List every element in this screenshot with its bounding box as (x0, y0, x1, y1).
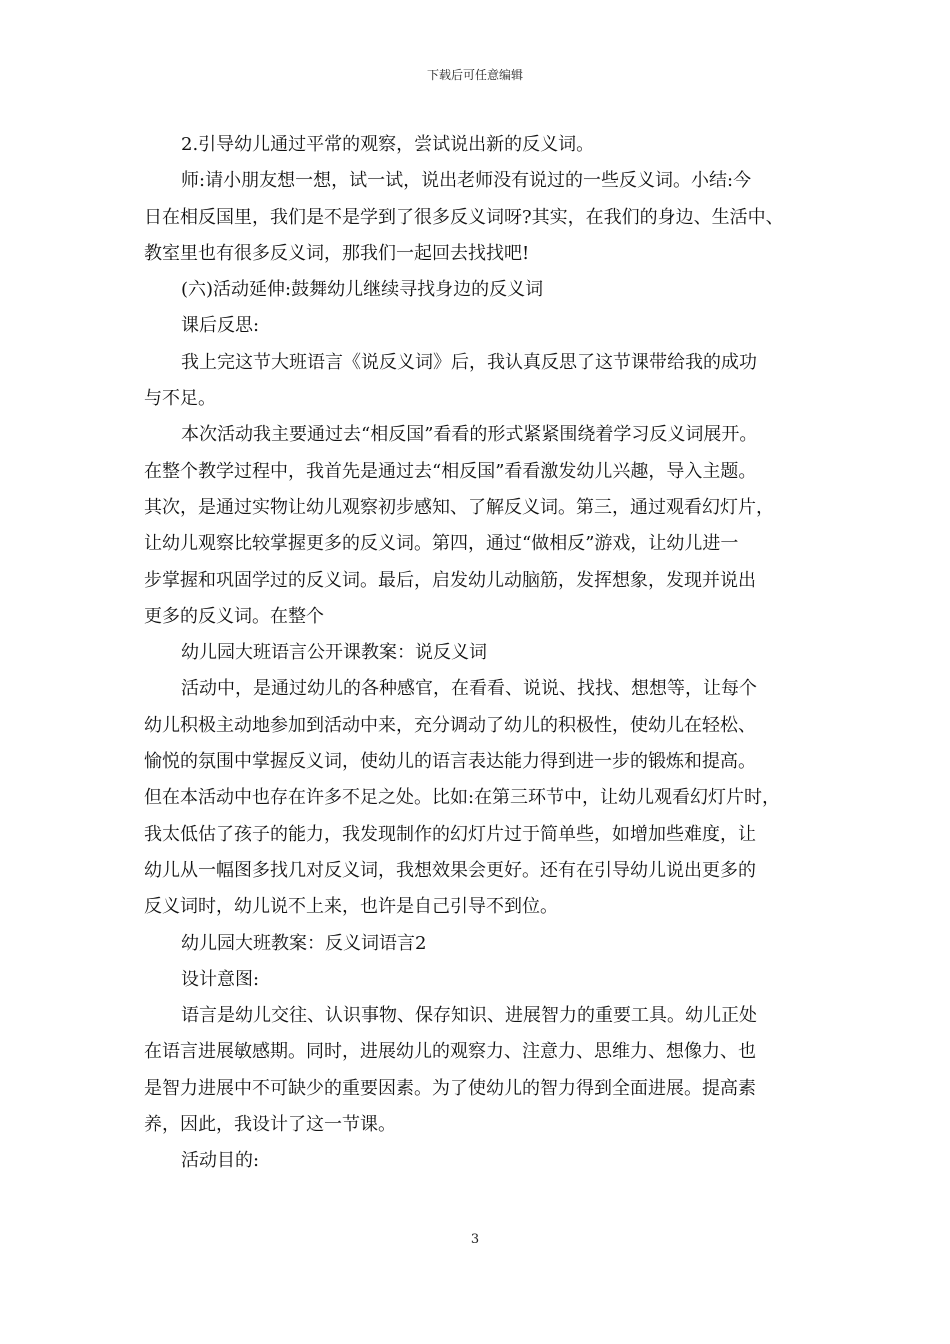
text-line: 愉悦的氛围中掌握反义词，使幼儿的语言表达能力得到进一步的锻炼和提高。 (144, 751, 756, 773)
text-line: 我上完这节大班语言《说反义词》后，我认真反思了这节课带给我的成功 (181, 351, 757, 373)
text-line: 但在本活动中也存在许多不足之处。比如:在第三环节中，让幼儿观看幻灯片时， (144, 787, 781, 809)
text-line: 设计意图: (181, 968, 260, 990)
text-line: 更多的反义词。在整个 (144, 605, 324, 627)
text-line: 幼儿从一幅图多找几对反义词，我想效果会更好。还有在引导幼儿说出更多的 (144, 859, 756, 881)
text-line: 师:请小朋友想一想，试一试，说出老师没有说过的一些反义词。小结:今 (181, 170, 752, 192)
page-number: 3 (470, 1232, 480, 1247)
document-body (144, 127, 808, 1180)
text-line: 步掌握和巩固学过的反义词。最后，启发幼儿动脑筋，发挥想象，发现并说出 (144, 569, 756, 591)
text-line: 教室里也有很多反义词，那我们一起回去找找吧! (144, 242, 530, 264)
text-line: (六)活动延伸:鼓舞幼儿继续寻找身边的反义词 (181, 279, 544, 301)
text-line: 日在相反国里，我们是不是学到了很多反义词呀?其实，在我们的身边、生活中、 (144, 206, 784, 228)
text-line: 在整个教学过程中，我首先是通过去“相反国”看看激发幼儿兴趣，导入主题。 (144, 460, 757, 482)
text-line: 在语言进展敏感期。同时，进展幼儿的观察力、注意力、思维力、想像力、也 (144, 1041, 756, 1063)
text-line: 幼儿积极主动地参加到活动中来，充分调动了幼儿的积极性，使幼儿在轻松、 (144, 714, 756, 736)
text-line: 活动目的: (181, 1150, 260, 1172)
text-line: 语言是幼儿交往、认识事物、保存知识、进展智力的重要工具。幼儿正处 (181, 1005, 757, 1027)
text-line: 让幼儿观察比较掌握更多的反义词。第四，通过“做相反”游戏，让幼儿进一 (144, 533, 739, 555)
text-line: 其次，是通过实物让幼儿观察初步感知、了解反义词。第三，通过观看幻灯片， (144, 496, 774, 518)
text-line: 我太低估了孩子的能力，我发现制作的幻灯片过于简单些，如增加些难度，让 (144, 823, 756, 845)
text-line: 幼儿园大班教案：反义词语言2 (181, 932, 427, 954)
text-line: 反义词时，幼儿说不上来，也许是自己引导不到位。 (144, 896, 558, 918)
text-line: 养，因此，我设计了这一节课。 (144, 1114, 396, 1136)
text-line: 2.引导幼儿通过平常的观察，尝试说出新的反义词。 (181, 134, 595, 155)
text-line: 与不足。 (144, 388, 216, 410)
text-line: 课后反思: (181, 315, 260, 337)
text-line: 幼儿园大班语言公开课教案：说反义词 (181, 642, 487, 664)
text-line: 本次活动我主要通过去“相反国”看看的形式紧紧围绕着学习反义词展开。 (181, 424, 758, 446)
text-line: 是智力进展中不可缺少的重要因素。为了使幼儿的智力得到全面进展。提高素 (144, 1077, 756, 1099)
text-line: 活动中，是通过幼儿的各种感官，在看看、说说、找找、想想等，让每个 (181, 678, 757, 700)
page-header: 下载后可任意编辑 (426, 68, 523, 82)
